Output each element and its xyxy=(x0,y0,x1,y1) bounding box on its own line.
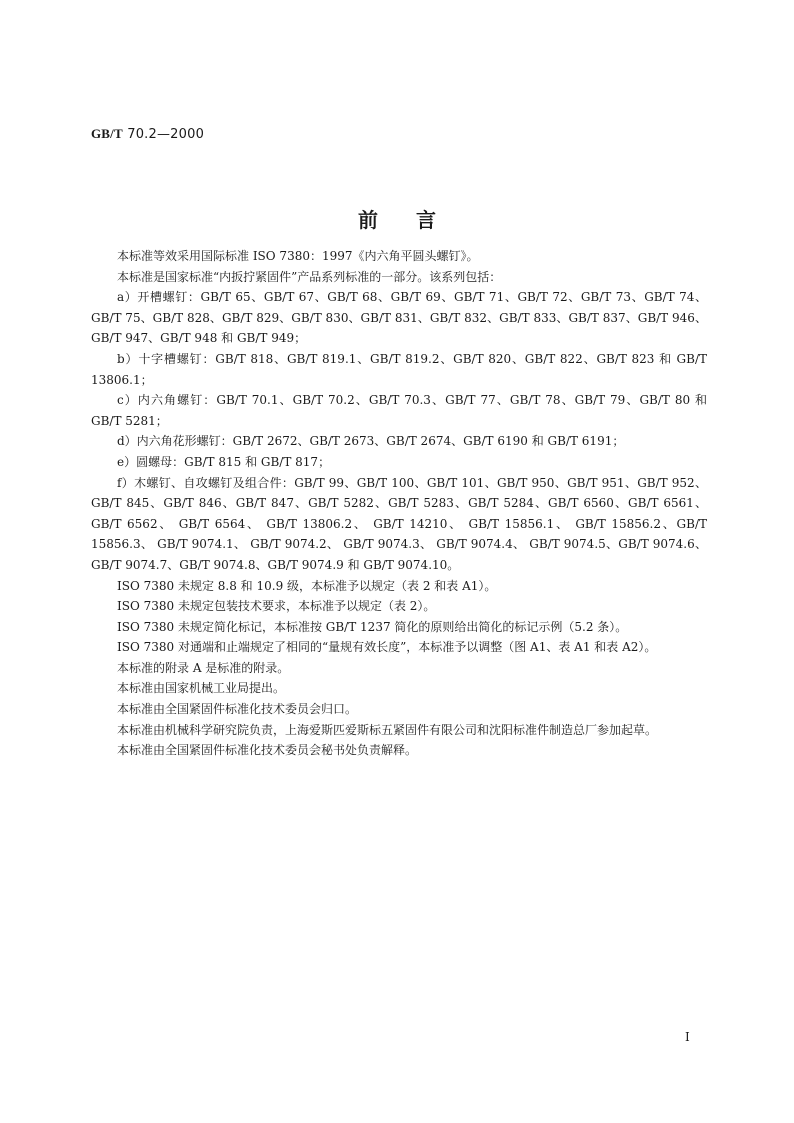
page-number: I xyxy=(685,1030,690,1044)
list-item-hexalobular-socket-screws: d）内六角花形螺钉：GB/T 2672、GB/T 2673、GB/T 2674、GB/T 6190 和 GB/T 6191； xyxy=(117,434,625,449)
paragraph-centralized-by: 本标准由全国紧固件标准化技术委员会归口。 xyxy=(117,702,358,717)
document-body xyxy=(91,246,707,761)
paragraph-simplified-marking: ISO 7380 未规定简化标记，本标准按 GB/T 1237 简化的原则给出简化的标记示例（5.2 条）。 xyxy=(117,619,628,634)
paragraph-annex: 本标准的附录 A 是标准的附录。 xyxy=(117,660,290,675)
page-title: 前言 xyxy=(358,208,474,232)
standard-code: GB/T xyxy=(91,126,123,141)
list-item-hexagon-socket-screws: c）内六角螺钉：GB/T 70.1、GB/T 70.2、GB/T 70.3、GB/T 77、GB/T 78、GB/T 79、GB/T 80 和 GB/T 5281； xyxy=(91,393,707,428)
list-item-cross-recessed-screws: b）十字槽螺钉：GB/T 818、GB/T 819.1、GB/T 819.2、GB/T 820、GB/T 822、GB/T 823 和 GB/T 13806.1； xyxy=(91,351,707,387)
paragraph-interpreted-by: 本标准由全国紧固件标准化技术委员会秘书处负责解释。 xyxy=(117,743,418,758)
page-header xyxy=(91,126,204,142)
list-item-slotted-screws: a）开槽螺钉：GB/T 65、GB/T 67、GB/T 68、GB/T 69、GB/T 71、GB/T 72、GB/T 73、GB/T 74、GB/T 75、GB/T 828、GB/T 829、GB/T 830、GB/T 831、GB/T 832、GB/T 833、GB/T 837、GB/T 946、GB/T 947、GB/T 948 和 GB/T 949； xyxy=(91,290,707,346)
paragraph-gauge-length: ISO 7380 对通端和止端规定了相同的“量规有效长度”，本标准予以调整（图 A1、表 A1 和表 A2）。 xyxy=(117,640,657,655)
paragraph-series-intro: 本标准是国家标准“内扳拧紧固件”产品系列标准的一部分。该系列包括： xyxy=(117,269,502,284)
paragraph-packaging: ISO 7380 未规定包装技术要求，本标准予以规定（表 2）。 xyxy=(117,599,436,614)
list-item-round-nuts: e）圆螺母：GB/T 815 和 GB/T 817； xyxy=(117,454,331,469)
paragraph-property-class: ISO 7380 未规定 8.8 和 10.9 级，本标准予以规定（表 2 和表 A1）。 xyxy=(117,578,497,593)
paragraph-proposed-by: 本标准由国家机械工业局提出。 xyxy=(117,681,286,696)
paragraph-adoption: 本标准等效采用国际标准 ISO 7380：1997《内六角平圆头螺钉》。 xyxy=(117,249,479,263)
paragraph-drafted-by: 本标准由机械科学研究院负责，上海爱斯匹爱斯标五紧固件有限公司和沈阳标准件制造总厂参加起草。 xyxy=(117,722,658,737)
list-item-wood-tapping-screws: f）木螺钉、自攻螺钉及组合件：GB/T 99、GB/T 100、GB/T 101、GB/T 950、GB/T 951、GB/T 952、GB/T 845、GB/T 846、GB/T 847、GB/T 5282、GB/T 5283、GB/T 5284、GB/T 6560、GB/T 6561、GB/T 6562、 GB/T 6564、 GB/T 13806.2、 GB/T 14210、 GB/T 15856.1、 GB/T 15856.2、GB/T 15856.3、 GB/T 9074.1、 GB/T 9074.2、 GB/T 9074.3、 GB/T 9074.4、 GB/T 9074.5、GB/T 9074.6、GB/T 9074.7、GB/T 9074.8、GB/T 9074.9 和 GB/T 9074.10。 xyxy=(91,475,707,572)
standard-number: 70.2—2000 xyxy=(127,127,205,142)
